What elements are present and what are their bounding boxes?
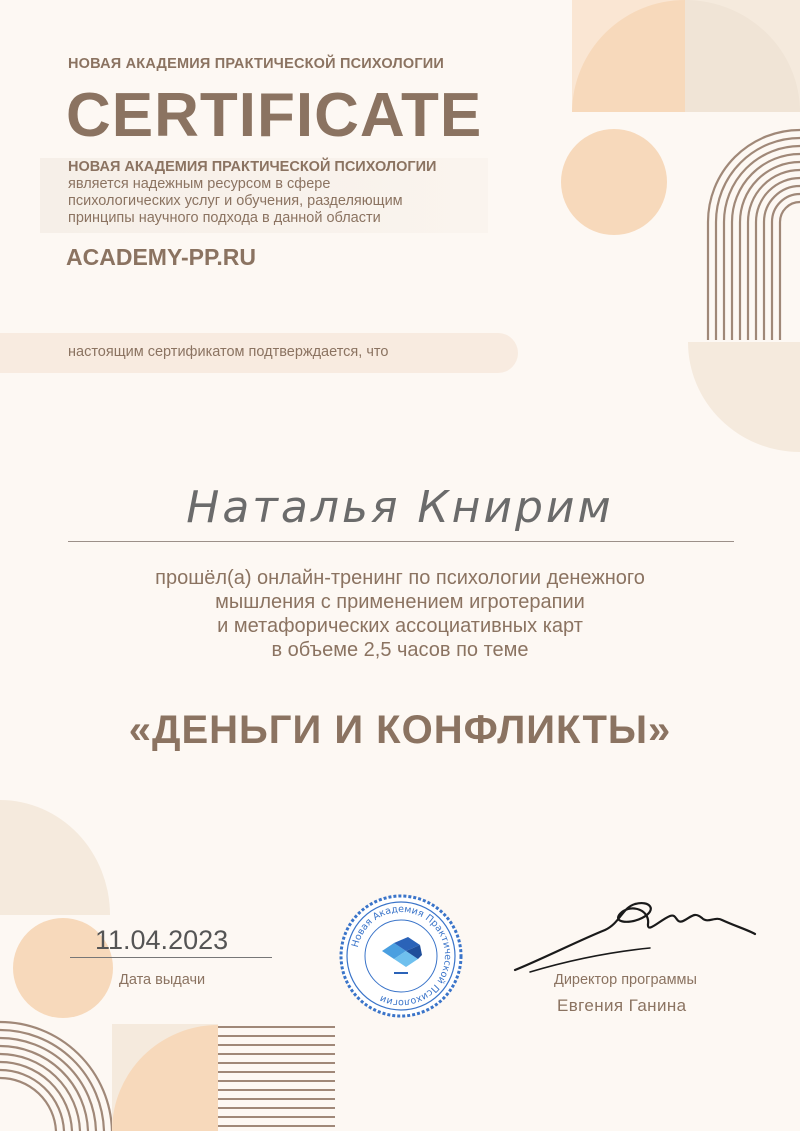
about-line: психологических услуг и обучения, разделяющим [68,193,403,209]
course-line: в объеме 2,5 часов по теме [271,639,529,661]
course-line: мышления с применением игротерапии [215,591,585,613]
right-arches [708,130,800,340]
director-signature-icon [510,890,760,980]
about-block [40,158,488,233]
website-link[interactable]: ACADEMY-PP.RU [66,244,256,270]
recipient-name: Наталья Книрим [186,482,614,533]
course-description [60,566,740,662]
issue-date-label: Дата выдачи [119,972,206,988]
peach-circle [561,129,667,235]
course-line: прошёл(а) онлайн-тренинг по психологии денежного [155,567,645,589]
course-line: и метафорических ассоциативных карт [217,615,583,637]
course-topic: «ДЕНЬГИ И КОНФЛИКТЫ» [128,708,672,752]
bottom-arches [0,1022,112,1131]
organization-header: НОВАЯ АКАДЕМИЯ ПРАКТИЧЕСКОЙ ПСИХОЛОГИИ [68,56,445,72]
recipient-underline [68,541,734,542]
bottom-stripes [218,1027,335,1126]
about-line: принципы научного подхода в данной области [68,210,381,226]
about-organization: НОВАЯ АКАДЕМИЯ ПРАКТИЧЕСКОЙ ПСИХОЛОГИИ [68,159,437,175]
date-underline [70,957,272,958]
academy-seal-icon [338,893,464,1019]
seal-text: Новая Академия Практической Психологии [349,903,454,1009]
issue-date: 11.04.2023 [95,925,229,955]
right-half-circle [688,342,800,452]
certificate-title: CERTIFICATE [66,81,483,150]
confirmation-text: настоящим сертификатом подтверждается, что [68,344,389,360]
about-line: является надежным ресурсом в сфере [68,176,331,192]
director-name: Евгения Ганина [557,996,687,1015]
director-label: Директор программы [554,972,697,988]
bottom-left-sand-arc [0,800,110,915]
